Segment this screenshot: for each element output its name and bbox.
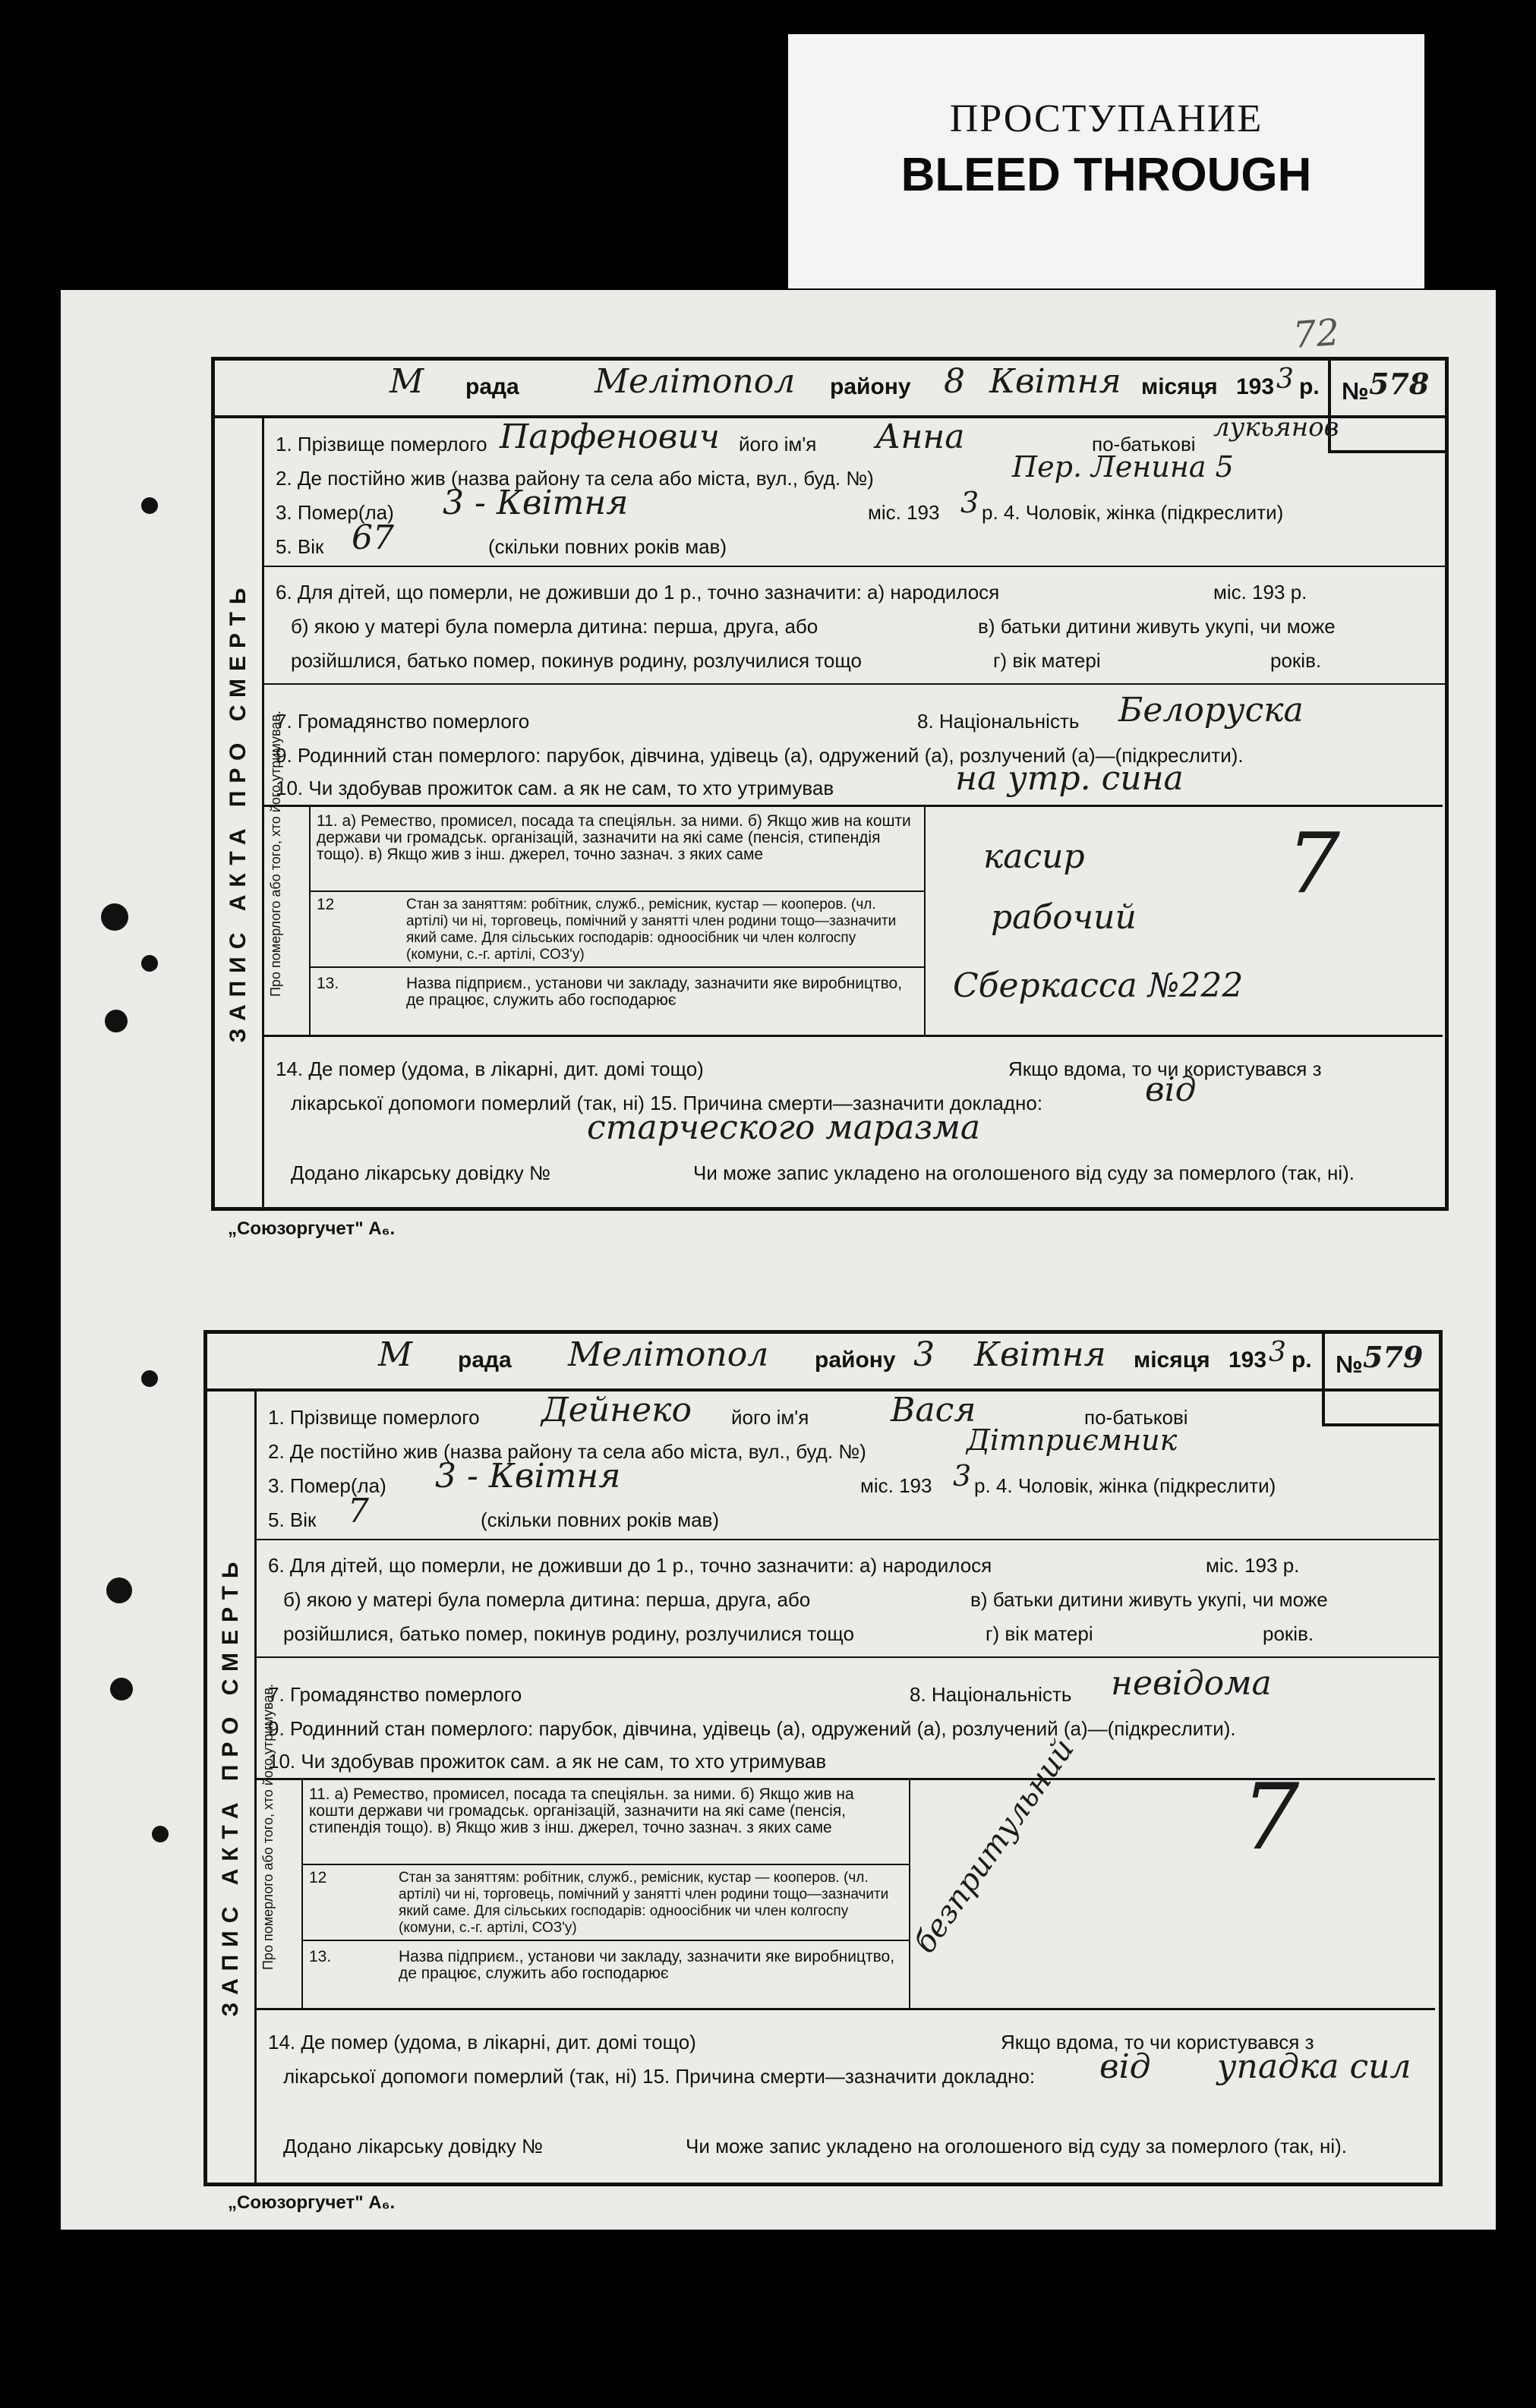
q6a-month: міс. 193 р.	[1206, 1554, 1300, 1577]
q5-label: 5. Вік	[276, 535, 324, 558]
q1-patronymic-label: по-батькові	[1092, 433, 1196, 455]
q6a: 6. Для дітей, що померли, не доживши до 1 р., точно зазначити: а) народилося	[276, 581, 1000, 604]
month-label: місяця	[1134, 1347, 1210, 1373]
binding-hole	[141, 497, 158, 514]
q1-label: 1. Прізвище померлого	[276, 433, 487, 455]
hw-address: Дітприємник	[967, 1423, 1178, 1457]
q6c2: г) вік матері	[986, 1622, 1093, 1645]
q9-label: 9. Родинний стан померлого: парубок, дівчина, удівець (а), одружений (а), розлучений (а)—(підкреслити).	[268, 1717, 1236, 1740]
q14b-label: Якщо вдома, то чи користувався з	[1001, 2031, 1314, 2053]
q6b: б) якою у матері була померла дитина: перша, друга, або	[291, 615, 818, 638]
q14-label: 14. Де помер (удома, в лікарні, дит. домі тощо)	[276, 1057, 704, 1080]
divider	[301, 1780, 303, 2008]
hw-year: 3	[1276, 364, 1294, 395]
q6c: розійшлися, батько помер, покинув родину, розлучилися тощо	[291, 649, 862, 672]
month-label: місяця	[1141, 374, 1218, 399]
hw-first-name: Вася	[891, 1391, 976, 1429]
hw-council: М	[390, 362, 424, 401]
district-label: району	[815, 1347, 896, 1373]
death-record-form-2	[203, 1330, 1443, 2186]
hw-age: 67	[352, 518, 394, 557]
year-suffix: р.	[1292, 1347, 1312, 1373]
binding-hole	[105, 1010, 128, 1032]
q12-text: Стан за заняттям: робітник, служб., ремісник, кустар — кооперов. (чл. артілі) чи ні, торговець, помічний у занятті член родини тощо—зазначити який саме. Для сільських господарів: одноосібник чи член колгоспу (комуни, с.-г. артілі, СОЗ'у)	[399, 1870, 889, 1936]
binding-hole	[141, 955, 158, 972]
q13-text: Назва підприєм., установи чи закладу, зазначити яке виробництво, де працює, служить або господарює	[399, 1948, 895, 1982]
divider	[309, 807, 311, 1035]
q5-note: (скільки повних років мав)	[481, 1508, 720, 1531]
q10-label: 10. Чи здобував прожиток сам. а як не сам, то хто утримував	[276, 777, 834, 799]
page-number: 72	[1292, 310, 1341, 358]
q16-label: Додано лікарську довідку №	[283, 2135, 543, 2157]
binding-hole	[110, 1678, 133, 1700]
q8-label: 8. Національність	[910, 1683, 1072, 1706]
hw-record-number: 579	[1363, 1340, 1424, 1374]
q2-label: 2. Де постійно жив (назва району та села або міста, вул., буд. №)	[276, 467, 874, 490]
side-title	[207, 1388, 257, 2183]
hw-address: Пер. Ленина 5	[1012, 450, 1234, 484]
divider	[301, 1940, 909, 1941]
year-suffix: р.	[1299, 374, 1320, 399]
q1-patronymic-label: по-батькові	[1084, 1406, 1188, 1429]
q16-label: Додано лікарську довідку №	[291, 1161, 550, 1184]
side-sub-label: Про померлого або того, хто його утримував.	[260, 1684, 276, 1970]
divider	[909, 1780, 910, 2008]
hw-workplace: Сберкасса №222	[953, 966, 1244, 1005]
q6c2: г) вік матері	[993, 649, 1101, 672]
q3-month-label: міс. 193	[868, 501, 940, 524]
q5-label: 5. Вік	[268, 1508, 317, 1531]
q12-text: Стан за заняттям: робітник, служб., ремісник, кустар — кооперов. (чл. артілі) чи ні, торговець, помічний у занятті член родини тощо—зазначити який саме. Для сільських господарів: одноосібник чи член колгоспу (комуни, с.-г. артілі, СОЗ'у)	[406, 897, 897, 963]
divider	[309, 966, 924, 968]
q7-label: 7. Громадянство померлого	[268, 1683, 522, 1706]
q10-label: 10. Чи здобував прожиток сам. а як не сам, то хто утримував	[268, 1750, 827, 1773]
q9-label: 9. Родинний стан померлого: парубок, дівчина, удівець (а), одружений (а), розлучений (а)—(підкреслити).	[276, 744, 1244, 767]
hw-age: 7	[348, 1492, 369, 1530]
hw-day: 8	[944, 362, 965, 401]
district-label: району	[830, 374, 911, 399]
hw-cause: упадка сил	[1217, 2047, 1411, 2086]
binding-hole	[106, 1577, 132, 1603]
binding-hole	[152, 1826, 169, 1842]
side-title	[215, 415, 264, 1207]
q15-label: лікарської допомоги померлий (так, ні) 15. Причина смерти—зазначити докладно:	[283, 2065, 1036, 2088]
q11-text: 11. а) Ремество, промисел, посада та спеціяльн. за ними. б) Якщо жив на кошти держави чи громадськ. організацій, зазначити на які саме (пенсія, стипендія тощо). в) Якщо жив з інш. джерел, точно зазнач. з яких саме	[317, 812, 911, 863]
hw-surname: Дейнеко	[541, 1391, 692, 1429]
q15-label: лікарської допомоги померлий (так, ні) 15. Причина смерти—зазначити докладно:	[291, 1092, 1043, 1114]
hw-death-date: 3 - Квітня	[435, 1457, 621, 1496]
label-line-1: ПРОСТУПАНИЕ	[949, 97, 1263, 140]
hw-support: на утр. сина	[955, 759, 1184, 798]
hw-death-year: 3	[960, 486, 979, 519]
hw-month: Квітня	[989, 362, 1121, 401]
q6b: б) якою у матері була померла дитина: перша, друга, або	[283, 1588, 811, 1611]
death-record-form-1	[211, 357, 1449, 1211]
hw-day: 3	[913, 1335, 935, 1374]
form-header	[207, 1334, 1439, 1392]
hw-nationality: Белоруска	[1118, 691, 1304, 730]
year-label: 193	[1236, 374, 1275, 399]
q11-text: 11. а) Ремество, промисел, посада та спеціяльн. за ними. б) Якщо жив на кошти держави чи громадськ. організацій, зазначити на які саме (пенсія, стипендія тощо). в) Якщо жив з інш. джерел, точно зазнач. з яких саме	[309, 1786, 854, 1836]
q16b-label: Чи може запис укладено на оголошеного від суду за померлого (так, ні).	[693, 1161, 1355, 1184]
hw-cause: старческого маразма	[587, 1108, 981, 1147]
q1-row	[268, 1406, 480, 1429]
label-line-2: BLEED THROUGH	[900, 149, 1312, 201]
q3-month-label: міс. 193	[860, 1474, 932, 1497]
divider	[262, 683, 1445, 685]
hw-council: М	[378, 1335, 413, 1374]
q13-num: 13.	[309, 1948, 332, 1965]
hw-code: 7	[1241, 1765, 1300, 1871]
record-number-box	[1322, 1334, 1439, 1426]
binding-hole	[141, 1370, 158, 1387]
side-sub-label: Про померлого або того, хто його утримував.	[268, 711, 283, 997]
hw-first-name: Анна	[875, 418, 965, 456]
hw-surname: Парфенович	[500, 418, 721, 456]
number-sign: №	[1342, 377, 1369, 405]
hw-cause-prefix: від	[1145, 1070, 1197, 1109]
divider	[301, 1864, 909, 1865]
hw-death-year: 3	[953, 1459, 972, 1492]
q7-label: 7. Громадянство померлого	[276, 710, 530, 733]
hw-record-number: 578	[1369, 367, 1430, 401]
divider	[254, 1656, 1439, 1658]
q3-label: 3. Помер(ла)	[268, 1474, 386, 1497]
q12-num: 12	[317, 896, 335, 913]
bleed-through-label	[788, 34, 1424, 288]
q1-row	[276, 433, 487, 456]
q16b-label: Чи може запис укладено на оголошеного від суду за померлого (так, ні).	[686, 2135, 1347, 2157]
printer-mark: „Союзоргучет" А₆.	[228, 2192, 396, 2213]
year-label: 193	[1228, 1347, 1267, 1373]
q4-label: р. 4. Чоловік, жінка (підкреслити)	[982, 501, 1284, 524]
hw-nationality: невідома	[1111, 1664, 1272, 1703]
hw-year: 3	[1269, 1337, 1286, 1368]
q6b2: в) батьки дитини живуть укупі, чи може	[970, 1588, 1328, 1611]
hw-code: 7	[1287, 815, 1340, 912]
hw-month: Квітня	[974, 1335, 1106, 1374]
record-number-box	[1328, 361, 1445, 453]
q12-num: 12	[309, 1869, 327, 1886]
q6c: розійшлися, батько помер, покинув родину, розлучилися тощо	[283, 1622, 854, 1645]
q6a-month: міс. 193 р.	[1213, 581, 1307, 604]
q13-num: 13.	[317, 975, 339, 992]
q4-label: р. 4. Чоловік, жінка (підкреслити)	[974, 1474, 1276, 1497]
hw-occupation: безпритульний	[907, 1732, 1081, 1960]
q6a: 6. Для дітей, що померли, не доживши до 1 р., точно зазначити: а) народилося	[268, 1554, 992, 1577]
q1-name-label: його ім'я	[731, 1406, 809, 1429]
divider	[254, 1539, 1439, 1540]
q1-label: 1. Прізвище померлого	[268, 1406, 480, 1429]
q6c3: років.	[1270, 649, 1322, 672]
number-sign: №	[1336, 1351, 1363, 1378]
q6c3: років.	[1263, 1622, 1314, 1645]
divider	[262, 566, 1445, 567]
form-header	[215, 361, 1445, 418]
q6b2: в) батьки дитини живуть укупі, чи може	[978, 615, 1336, 638]
q8-label: 8. Національність	[917, 710, 1080, 733]
q5-note: (скільки повних років мав)	[488, 535, 727, 558]
q14-label: 14. Де помер (удома, в лікарні, дит. домі тощо)	[268, 2031, 696, 2053]
q3-label: 3. Помер(ла)	[276, 501, 394, 524]
divider	[309, 890, 924, 892]
hw-cause-prefix: від	[1099, 2047, 1151, 2086]
side-title-text: ЗАПИС АКТА ПРО СМЕРТЬ	[226, 580, 251, 1042]
binding-hole	[101, 903, 128, 931]
side-title-text: ЗАПИС АКТА ПРО СМЕРТЬ	[218, 1554, 243, 2017]
hw-district: Мелітопол	[568, 1335, 769, 1374]
divider	[924, 807, 926, 1035]
council-label: рада	[465, 374, 519, 399]
q1-name-label: його ім'я	[739, 433, 817, 455]
printer-mark: „Союзоргучет" А₆.	[228, 1218, 396, 1239]
council-label: рада	[458, 1347, 512, 1373]
hw-death-date: 3 - Квітня	[443, 484, 629, 522]
q14b-label: Якщо вдома, то чи користувався з	[1008, 1057, 1322, 1080]
q2-label: 2. Де постійно жив (назва району та села або міста, вул., буд. №)	[268, 1440, 866, 1463]
q13-text: Назва підприєм., установи чи закладу, зазначити яке виробництво, де працює, служить або господарює	[406, 975, 903, 1009]
hw-status: рабочий	[991, 898, 1137, 937]
hw-district: Мелітопол	[595, 362, 796, 401]
hw-patronymic: лукьянов	[1213, 412, 1339, 443]
hw-occupation: касир	[983, 837, 1085, 876]
